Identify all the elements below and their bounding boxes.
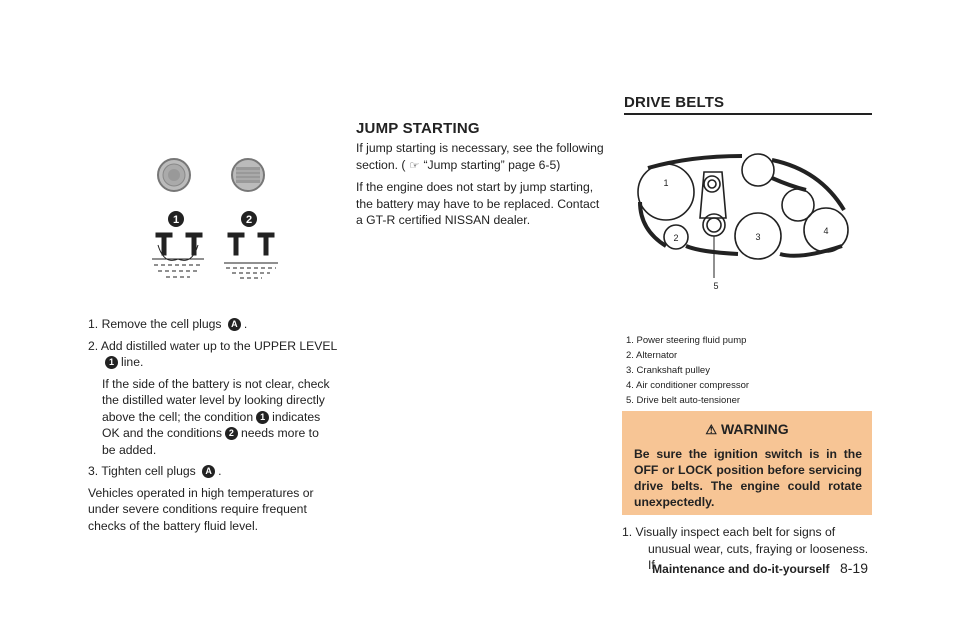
heading-rule	[624, 113, 872, 115]
detail-line: be added.	[102, 442, 157, 457]
detail-line: the distilled water level by looking directly	[102, 393, 325, 407]
cell-low-illustration	[224, 233, 278, 278]
warning-text: Be sure the ignition switch is in the OFF or LOCK position before servicing drive belts. The engine could rotate unexpectedly.	[634, 447, 862, 509]
drive-belt-diagram	[630, 150, 870, 300]
battery-cell-illustration	[148, 155, 298, 285]
step-2-detail	[88, 376, 338, 459]
label-1: 1	[172, 214, 180, 226]
drive-belts-section	[624, 94, 872, 115]
jump-paragraph-1	[356, 140, 604, 174]
detail-line	[102, 409, 338, 426]
pulley-1	[638, 164, 694, 220]
step-2	[88, 338, 338, 371]
closing-note: Vehicles operated in high temperatures or under severe conditions require frequent checks of the battery fluid level.	[88, 485, 314, 533]
diagram-label-3: 3	[755, 232, 761, 242]
warning-box	[622, 411, 872, 515]
marker-1: 1	[256, 411, 269, 424]
tensioner-arm	[700, 172, 726, 218]
step-text: Remove the cell plugs	[101, 317, 222, 331]
cell-plug-1-icon	[158, 159, 190, 191]
diagram-label-5: 5	[713, 281, 719, 291]
step-text-end: .	[218, 464, 222, 478]
legend-item: 1. Power steering fluid pump	[626, 335, 747, 346]
paragraph-text: If jump starting is necessary, see the following section. (	[356, 141, 604, 172]
detail-text: indicates	[272, 409, 321, 424]
diagram-label-1: 1	[663, 178, 669, 188]
step-line: unusual wear, cuts, fraying or looseness. If	[648, 541, 869, 572]
page-footer	[652, 560, 868, 578]
section-heading: JUMP STARTING	[356, 120, 480, 137]
reference-icon: ☞	[409, 159, 420, 172]
warning-title: WARNING	[720, 421, 789, 437]
detail-line	[102, 425, 338, 442]
step-number: 3.	[88, 464, 99, 478]
step-text-end: line.	[121, 355, 144, 369]
cell-ok-illustration	[152, 233, 204, 277]
drive-belt-inner	[772, 178, 806, 190]
pulley-5-hub	[707, 218, 721, 232]
diagram-legend	[626, 333, 874, 408]
step-number: 2.	[88, 338, 99, 353]
legend-item: 4. Air conditioner compressor	[626, 380, 750, 391]
step-text: Add distilled water up to the UPPER LEVEL	[100, 338, 338, 353]
tensioner-hub	[708, 180, 716, 188]
warning-heading	[622, 421, 872, 438]
step-text-end: .	[243, 317, 248, 331]
jump-paragraph-2: If the engine does not start by jump starting, the battery may have to be replaced. Contact a GT-R certified NISSAN dealer.	[356, 180, 600, 227]
detail-text: above the cell; the condition	[102, 409, 254, 424]
tensioner-pulley	[704, 176, 720, 192]
paragraph-text: “Jump starting” page 6-5)	[423, 157, 561, 172]
warning-icon: ⚠	[705, 422, 718, 437]
marker-a: A	[202, 465, 215, 478]
footer-section: Maintenance and do-it-yourself	[652, 562, 830, 576]
detail-text: OK and the conditions	[102, 426, 222, 440]
battery-steps	[88, 316, 338, 534]
diagram-label-4: 4	[823, 226, 829, 236]
detail-line: If the side of the battery is not clear, check	[102, 376, 330, 391]
section-heading: DRIVE BELTS	[624, 94, 725, 111]
legend-item: 5. Drive belt auto-tensioner	[626, 395, 741, 406]
label-2: 2	[245, 214, 253, 226]
diagram-label-2: 2	[673, 233, 679, 243]
step-text: Tighten cell plugs	[101, 464, 196, 478]
marker-1: 1	[105, 356, 118, 369]
legend-item: 3. Crankshaft pulley	[626, 365, 710, 376]
detail-text: needs more to	[240, 426, 319, 440]
step-line: 1. Visually inspect each belt for signs of	[622, 525, 836, 539]
cell-plug-2-icon	[232, 159, 264, 191]
jump-starting-section	[356, 120, 604, 229]
step-1	[88, 316, 338, 333]
idler-pulley-top	[742, 154, 774, 186]
step-number: 1.	[88, 317, 99, 331]
legend-item: 2. Alternator	[626, 350, 678, 361]
step-3	[88, 463, 338, 480]
marker-a: A	[228, 318, 241, 331]
marker-2: 2	[225, 427, 238, 440]
footer-page-number: 8-19	[839, 560, 868, 576]
